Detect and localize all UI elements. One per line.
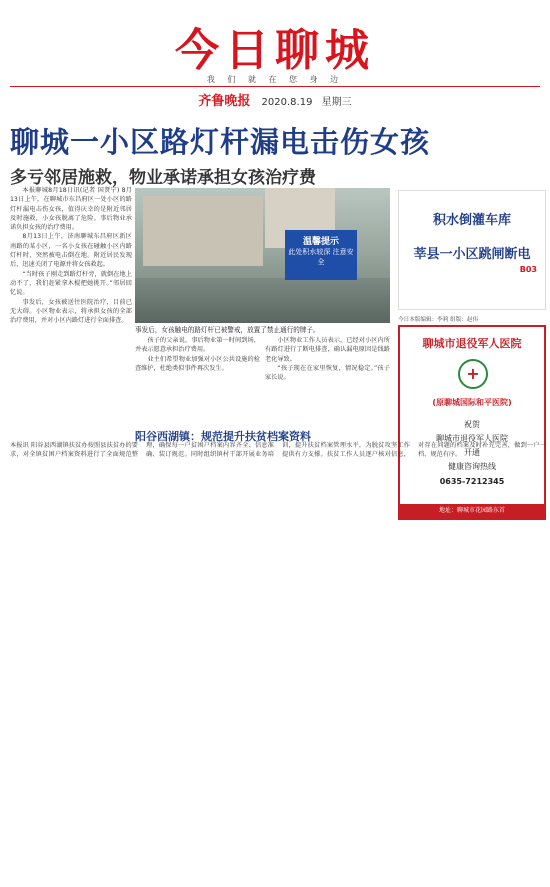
section-title: 阳谷西湖镇：规范提升扶贫档案资料 bbox=[135, 430, 311, 443]
warning-sign bbox=[285, 230, 357, 280]
teaser-line: 莘县一小区跳闸断电 bbox=[413, 247, 531, 262]
teaser-line: 积水倒灌车库 bbox=[432, 213, 511, 228]
masthead-brand: 齐鲁晚报 bbox=[198, 94, 251, 109]
article-paragraph: 孩子的父亲说，事后物业第一时间到场，并表示愿意承担治疗费用。 bbox=[135, 337, 260, 354]
masthead-title: 今日聊城 bbox=[175, 25, 375, 76]
ad-line: 聊城市退役军人医院 bbox=[436, 434, 508, 443]
lead-paragraph: “当时孩子刚走到路灯杆旁，就倒在地上动不了，我们赶紧拿木棍把她挑开。”邻居回忆说。 bbox=[10, 270, 132, 297]
section-intro-text: 本报讯 阳谷县西湖镇扶贫办按照县扶贫办的要求，对全镇贫困户档案资料进行了全面规范整理，确保每一户贫困户档案内容齐全、信息准确、装订规范。同时组织镇村干部开展业务培训，提升扶贫档案管理水平，为脱贫攻坚工作提供有力支撑。扶贫工作人员逐户核对信息，对存在问题的档案及时补充完善，做到一户一档、规范有序。 bbox=[10, 442, 546, 459]
article-column bbox=[265, 336, 390, 426]
headline: 聊城一小区路灯杆漏电击伤女孩 bbox=[10, 125, 431, 159]
lead-paragraph: 本报聊城8月18日讯(记者 国贤宁) 8月13日上午，在聊城市东昌府区一处小区的路灯杆漏电击伤女孩，值得庆幸的是附近邻居及时施救，小女孩脱离了危险。事后物业承诺负担女孩的治疗费用。 bbox=[10, 187, 132, 232]
lead-paragraph: 8月13日上午，济南聊城东昌府区新区南路的某小区，一名小女孩在碰触小区内路灯杆时，突然被电击倒在地。附近居民发现后，迅速关闭了电源并将女孩救起。 bbox=[10, 233, 132, 269]
photo-caption: 事发后，女孩触电的路灯杆已被警戒，放置了禁止通行的牌子。 bbox=[135, 326, 320, 334]
ad-footer: 地址：聊城市花园路东首 bbox=[400, 504, 544, 518]
masthead-weekday: 星期三 bbox=[321, 97, 352, 108]
hospital-cross-icon: + bbox=[458, 359, 488, 389]
article-paragraph: 业主们希望物业加强对小区公共设施的检查维护，杜绝类似事件再次发生。 bbox=[135, 355, 260, 372]
warning-sign-title: 温馨提示 bbox=[302, 237, 339, 247]
ad-line: 开通 bbox=[464, 448, 480, 457]
masthead-date: 2020.8.19 bbox=[261, 97, 313, 108]
ad-line: 健康咨询热线 bbox=[448, 462, 496, 471]
article-paragraph: 小区物业工作人员表示，已经对小区内所有路灯进行了断电排查，确认漏电原因是线路老化导致。 bbox=[265, 337, 390, 363]
photo-story-grid bbox=[10, 510, 546, 882]
ad-line: 祝贺 bbox=[464, 420, 480, 429]
main-news-photo bbox=[135, 188, 390, 323]
ad-subtitle: (原聊城国际和平医院) bbox=[432, 398, 512, 407]
masthead-meta bbox=[0, 90, 550, 109]
staff-credits: 今日本版编辑：李莉 组版：赵伟 bbox=[398, 317, 479, 323]
ad-title: 聊城市退役军人医院 bbox=[422, 337, 522, 350]
masthead bbox=[0, 0, 550, 108]
article-column bbox=[135, 336, 260, 426]
story-teaser[interactable] bbox=[398, 190, 546, 310]
photo-flood-water bbox=[135, 278, 390, 323]
warning-sign-text: 此处积水较深 注意安全 bbox=[288, 248, 354, 266]
masthead-divider bbox=[10, 86, 540, 87]
masthead-slogan: 我 们 就 在 您 身 边 bbox=[206, 75, 344, 84]
photo-building bbox=[143, 196, 263, 266]
article-paragraph: “孩子现在在家里恢复，情况稳定。”孩子家长说。 bbox=[265, 364, 390, 382]
teaser-page-number: B03 bbox=[519, 265, 537, 274]
ad-phone: 0635-7212345 bbox=[439, 477, 505, 486]
subheadline: 多亏邻居施救，物业承诺承担女孩治疗费 bbox=[10, 168, 316, 188]
lead-paragraph: 事发后，女孩被送往医院治疗，目前已无大碍。小区物业表示，将承担女孩的全部治疗费用，并对小区内路灯进行全面排查。 bbox=[10, 298, 132, 325]
